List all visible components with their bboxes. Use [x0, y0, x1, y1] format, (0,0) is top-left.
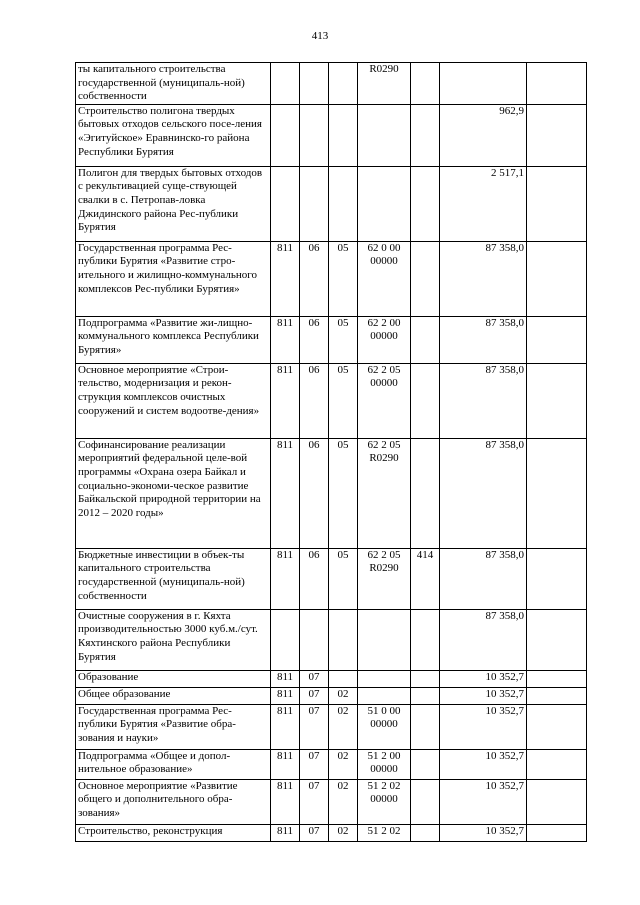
subsection-code-cell: 02: [329, 749, 358, 779]
amount-cell: 10 352,7: [440, 749, 527, 779]
target-article-cell: [358, 609, 411, 670]
table-row: [76, 609, 587, 670]
amount-cell: 2 517,1: [440, 166, 527, 241]
row-name-cell: Образование: [76, 670, 271, 687]
empty-cell: [527, 824, 587, 841]
ministry-code-cell: [271, 166, 300, 241]
empty-cell: [527, 63, 587, 105]
target-article-cell: 51 2 02: [358, 824, 411, 841]
amount-cell: 962,9: [440, 104, 527, 166]
row-name-cell: Основное мероприятие «Строи-тельство, модернизация и рекон-струкция комплексов очистных сооружений и систем водоотве-дения»: [76, 363, 271, 438]
subsection-code-cell: [329, 166, 358, 241]
expense-type-cell: 414: [411, 548, 440, 609]
subsection-code-cell: 05: [329, 241, 358, 316]
table-row: [76, 779, 587, 824]
ministry-code-cell: 811: [271, 316, 300, 363]
empty-cell: [527, 609, 587, 670]
ministry-code-cell: 811: [271, 670, 300, 687]
target-article-cell: [358, 687, 411, 704]
table-row: [76, 687, 587, 704]
section-code-cell: 06: [300, 241, 329, 316]
empty-cell: [527, 241, 587, 316]
target-article-cell: 62 2 05 R0290: [358, 548, 411, 609]
subsection-code-cell: [329, 63, 358, 105]
target-article-cell: 62 2 00 00000: [358, 316, 411, 363]
section-code-cell: 06: [300, 438, 329, 548]
table-row: [76, 166, 587, 241]
subsection-code-cell: 02: [329, 779, 358, 824]
target-article-cell: 62 0 00 00000: [358, 241, 411, 316]
empty-cell: [527, 670, 587, 687]
table-row: [76, 749, 587, 779]
section-code-cell: 07: [300, 824, 329, 841]
amount-cell: 87 358,0: [440, 609, 527, 670]
section-code-cell: 06: [300, 548, 329, 609]
target-article-cell: [358, 670, 411, 687]
table-row: [76, 316, 587, 363]
row-name-cell: Очистные сооружения в г. Кяхта производительностью 3000 куб.м./сут. Кяхтинского района Республики Бурятия: [76, 609, 271, 670]
section-code-cell: 07: [300, 779, 329, 824]
row-name-cell: Строительство, реконструкция: [76, 824, 271, 841]
row-name-cell: Строительство полигона твердых бытовых отходов сельского посе-ления «Эгитуйское» Еравнинско-го района Республики Бурятия: [76, 104, 271, 166]
ministry-code-cell: 811: [271, 687, 300, 704]
table-row: [76, 824, 587, 841]
section-code-cell: 07: [300, 704, 329, 749]
empty-cell: [527, 687, 587, 704]
section-code-cell: [300, 166, 329, 241]
expense-type-cell: [411, 670, 440, 687]
expense-type-cell: [411, 363, 440, 438]
ministry-code-cell: 811: [271, 241, 300, 316]
amount-cell: [440, 63, 527, 105]
amount-cell: 10 352,7: [440, 670, 527, 687]
amount-cell: 87 358,0: [440, 548, 527, 609]
row-name-cell: Бюджетные инвестиции в объек-ты капитального строительства государственной (муниципаль-ной) собственности: [76, 548, 271, 609]
expense-type-cell: [411, 704, 440, 749]
empty-cell: [527, 104, 587, 166]
expense-type-cell: [411, 241, 440, 316]
amount-cell: 10 352,7: [440, 687, 527, 704]
empty-cell: [527, 316, 587, 363]
table-row: [76, 438, 587, 548]
amount-cell: 87 358,0: [440, 438, 527, 548]
row-name-cell: Государственная программа Рес-публики Бурятия «Развитие обра-зования и науки»: [76, 704, 271, 749]
ministry-code-cell: [271, 63, 300, 105]
section-code-cell: 07: [300, 749, 329, 779]
table-row: [76, 104, 587, 166]
row-name-cell: Государственная программа Рес-публики Бурятия «Развитие стро-ительного и жилищно-коммунального комплексов Рес-публики Бурятия»: [76, 241, 271, 316]
table-row: [76, 63, 587, 105]
empty-cell: [527, 166, 587, 241]
ministry-code-cell: 811: [271, 438, 300, 548]
expense-type-cell: [411, 687, 440, 704]
table-row: [76, 704, 587, 749]
ministry-code-cell: 811: [271, 824, 300, 841]
expense-type-cell: [411, 779, 440, 824]
subsection-code-cell: 05: [329, 548, 358, 609]
expense-type-cell: [411, 438, 440, 548]
ministry-code-cell: 811: [271, 779, 300, 824]
expense-type-cell: [411, 104, 440, 166]
row-name-cell: Общее образование: [76, 687, 271, 704]
subsection-code-cell: 05: [329, 316, 358, 363]
expense-type-cell: [411, 824, 440, 841]
table-row: [76, 548, 587, 609]
expense-type-cell: [411, 63, 440, 105]
section-code-cell: [300, 609, 329, 670]
subsection-code-cell: 02: [329, 824, 358, 841]
ministry-code-cell: 811: [271, 548, 300, 609]
ministry-code-cell: 811: [271, 749, 300, 779]
budget-table: [75, 62, 587, 842]
section-code-cell: 06: [300, 363, 329, 438]
ministry-code-cell: [271, 609, 300, 670]
empty-cell: [527, 363, 587, 438]
empty-cell: [527, 548, 587, 609]
target-article-cell: 51 2 02 00000: [358, 779, 411, 824]
target-article-cell: [358, 166, 411, 241]
target-article-cell: 62 2 05 R0290: [358, 438, 411, 548]
amount-cell: 87 358,0: [440, 241, 527, 316]
amount-cell: 10 352,7: [440, 779, 527, 824]
subsection-code-cell: 02: [329, 687, 358, 704]
expense-type-cell: [411, 609, 440, 670]
subsection-code-cell: [329, 609, 358, 670]
section-code-cell: 06: [300, 316, 329, 363]
target-article-cell: [358, 104, 411, 166]
target-article-cell: 62 2 05 00000: [358, 363, 411, 438]
subsection-code-cell: 05: [329, 438, 358, 548]
subsection-code-cell: [329, 670, 358, 687]
section-code-cell: 07: [300, 670, 329, 687]
page-number: 413: [311, 30, 329, 42]
subsection-code-cell: 02: [329, 704, 358, 749]
row-name-cell: Полигон для твердых бытовых отходов с рекультивацией суще-ствующей свалки в с. Петропав-ловка Джидинского района Рес-публики Бурятия: [76, 166, 271, 241]
expense-type-cell: [411, 166, 440, 241]
row-name-cell: Подпрограмма «Общее и допол-нительное образование»: [76, 749, 271, 779]
table-row: [76, 363, 587, 438]
row-name-cell: Подпрограмма «Развитие жи-лищно-коммунального комплекса Республики Бурятия»: [76, 316, 271, 363]
target-article-cell: R0290: [358, 63, 411, 105]
empty-cell: [527, 438, 587, 548]
target-article-cell: 51 2 00 00000: [358, 749, 411, 779]
amount-cell: 10 352,7: [440, 824, 527, 841]
section-code-cell: [300, 63, 329, 105]
ministry-code-cell: 811: [271, 363, 300, 438]
expense-type-cell: [411, 749, 440, 779]
row-name-cell: ты капитального строительства государственной (муниципаль-ной) собственности: [76, 63, 271, 105]
table-row: [76, 670, 587, 687]
subsection-code-cell: [329, 104, 358, 166]
ministry-code-cell: [271, 104, 300, 166]
section-code-cell: 07: [300, 687, 329, 704]
target-article-cell: 51 0 00 00000: [358, 704, 411, 749]
empty-cell: [527, 749, 587, 779]
empty-cell: [527, 704, 587, 749]
amount-cell: 87 358,0: [440, 316, 527, 363]
row-name-cell: Основное мероприятие «Развитие общего и дополнительного обра-зования»: [76, 779, 271, 824]
amount-cell: 10 352,7: [440, 704, 527, 749]
ministry-code-cell: 811: [271, 704, 300, 749]
table-row: [76, 241, 587, 316]
amount-cell: 87 358,0: [440, 363, 527, 438]
subsection-code-cell: 05: [329, 363, 358, 438]
row-name-cell: Софинансирование реализации мероприятий федеральной целе-вой программы «Охрана озера Байкал и социально-экономи-ческое развитие Байкальской природной территории на 2012 – 2020 годы»: [76, 438, 271, 548]
empty-cell: [527, 779, 587, 824]
section-code-cell: [300, 104, 329, 166]
expense-type-cell: [411, 316, 440, 363]
